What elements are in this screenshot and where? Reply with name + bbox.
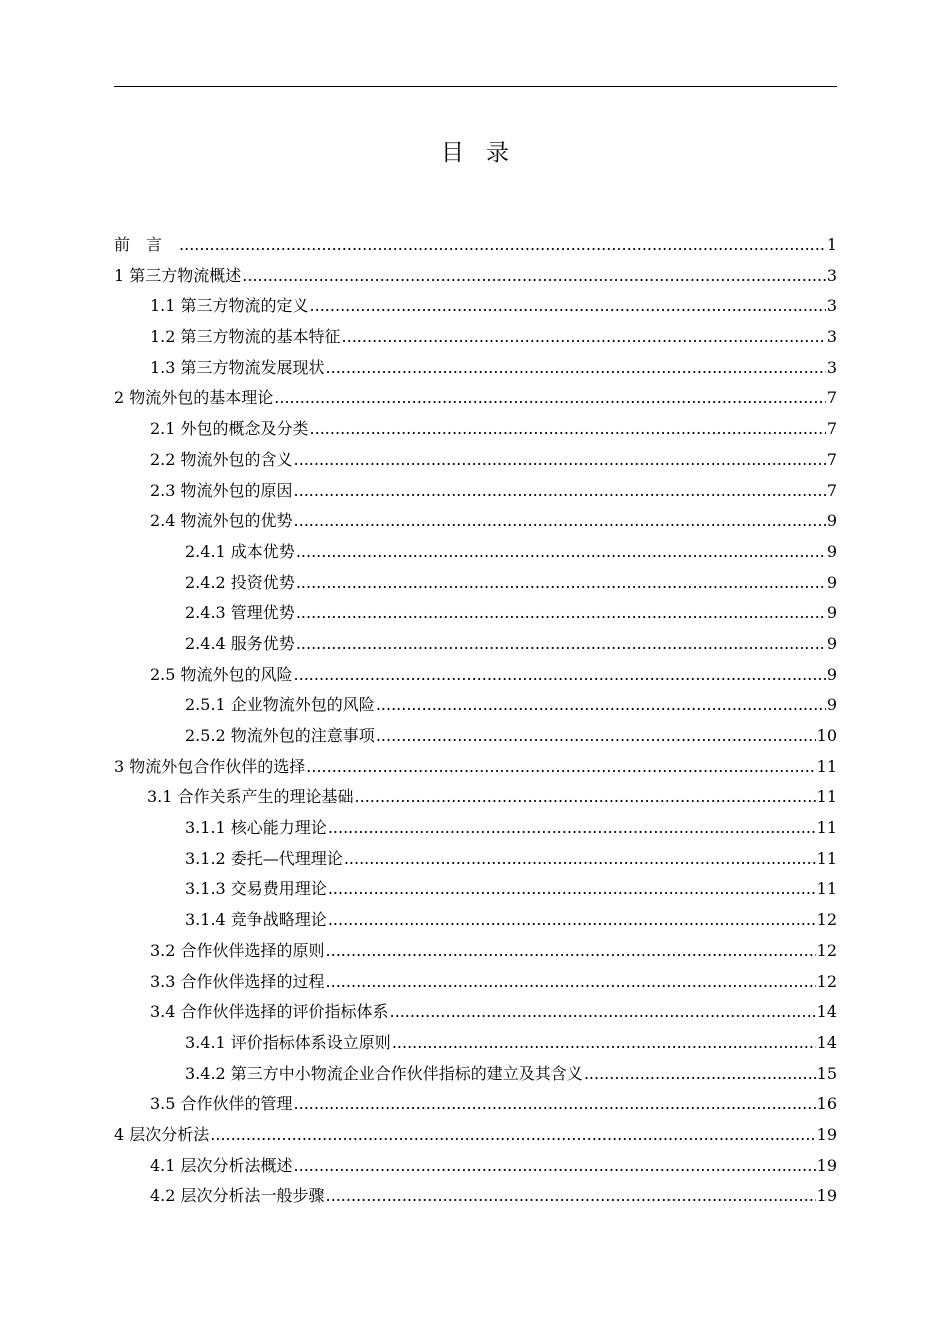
toc-entry-3-1-4[interactable]: [114, 905, 837, 936]
dot-leader: [296, 568, 826, 599]
toc-entry-label: 2.4.2 投资优势: [185, 572, 295, 592]
dot-leader: [296, 537, 826, 568]
toc-entry-page: 19: [816, 1155, 837, 1175]
toc-entry-label: 2.2 物流外包的含义: [150, 449, 293, 469]
toc-entry-page: 9: [826, 541, 837, 561]
dot-leader: [296, 629, 826, 660]
toc-entry-3-1-2[interactable]: [114, 844, 837, 875]
toc-entry-page: 11: [816, 787, 837, 807]
toc-entry-page: 9: [826, 633, 837, 653]
dot-leader: [328, 874, 816, 905]
dot-leader: [328, 813, 816, 844]
toc-entry-2-5-1[interactable]: [114, 690, 837, 721]
toc-entry-page: 12: [816, 910, 837, 930]
toc-entry-page: 10: [816, 726, 837, 745]
toc-entry-4-1[interactable]: [114, 1151, 837, 1182]
page-title: 目录: [441, 140, 531, 166]
dot-leader: [355, 782, 816, 813]
toc-entry-3-4[interactable]: [114, 997, 837, 1028]
dot-leader: [344, 844, 816, 875]
toc-entry-page: 3: [826, 327, 837, 347]
toc-entry-chapter-3[interactable]: [114, 752, 837, 783]
toc-entry-page: 11: [816, 756, 837, 776]
toc-entry-label: 4.2 层次分析法一般步骤: [150, 1186, 325, 1206]
toc-entry-page: 3: [826, 296, 837, 316]
toc-entry-label: 3.4.2 第三方中小物流企业合作伙伴指标的建立及其含义: [185, 1063, 583, 1083]
dot-leader: [310, 414, 826, 445]
toc-entry-1-1[interactable]: [114, 291, 837, 322]
toc-entry-label: 2.4.3 管理优势: [185, 603, 295, 623]
toc-entry-label: 2.4.1 成本优势: [185, 541, 295, 561]
toc-entry-label: 2.4.4 服务优势: [185, 633, 295, 653]
dot-leader: [296, 598, 826, 629]
toc-entry-3-2[interactable]: [114, 936, 837, 967]
toc-entry-page: 11: [816, 879, 837, 899]
toc-entry-2-4-1[interactable]: [114, 537, 837, 568]
dot-leader: [294, 1151, 816, 1182]
toc-entry-2-3[interactable]: [114, 476, 837, 507]
toc-entry-3-4-1[interactable]: [114, 1028, 837, 1059]
toc-entry-2-4-3[interactable]: [114, 598, 837, 629]
toc-entry-label: 1.3 第三方物流发展现状: [150, 357, 325, 377]
toc-entry-page: 3: [826, 265, 837, 285]
toc-entry-page: 15: [816, 1063, 837, 1083]
toc-entry-2-2[interactable]: [114, 445, 837, 476]
toc-entry-page: 11: [816, 818, 837, 838]
toc-entry-1-3[interactable]: [114, 353, 837, 384]
toc-entry-label: 2.4 物流外包的优势: [150, 511, 293, 531]
dot-leader: [390, 997, 816, 1028]
dot-leader: [328, 905, 816, 936]
dot-leader: [294, 1089, 816, 1120]
toc-entry-page: 9: [826, 603, 837, 623]
dot-leader: [210, 1120, 815, 1151]
table-of-contents: [114, 230, 837, 1212]
dot-leader: [326, 1181, 816, 1212]
toc-entry-3-5[interactable]: [114, 1089, 837, 1120]
toc-entry-3-3[interactable]: [114, 967, 837, 998]
toc-entry-page: 12: [816, 940, 837, 960]
toc-entry-label: 2.1 外包的概念及分类: [150, 419, 309, 439]
toc-entry-page: 14: [816, 1032, 837, 1052]
toc-entry-label: 3.3 合作伙伴选择的过程: [150, 971, 325, 991]
toc-entry-label: 3.1.4 竞争战略理论: [185, 910, 327, 930]
toc-entry-page: 3: [826, 357, 837, 377]
dot-leader: [294, 476, 826, 507]
toc-entry-2-4-4[interactable]: [114, 629, 837, 660]
toc-entry-4-2[interactable]: [114, 1181, 837, 1212]
dot-leader: [376, 690, 826, 721]
toc-entry-page: 14: [816, 1002, 837, 1022]
dot-leader: [342, 322, 826, 353]
toc-entry-label: 2.3 物流外包的原因: [150, 480, 293, 500]
toc-entry-label: 2.5 物流外包的风险: [150, 664, 293, 684]
toc-entry-page: 9: [826, 664, 837, 684]
dot-leader: [294, 506, 826, 537]
toc-entry-label: 3.2 合作伙伴选择的原则: [150, 940, 325, 960]
toc-entry-2-4-2[interactable]: [114, 568, 837, 599]
toc-entry-label: 3 物流外包合作伙伴的选择: [114, 756, 306, 776]
toc-entry-2-1[interactable]: [114, 414, 837, 445]
toc-entry-label: 2 物流外包的基本理论: [114, 388, 274, 408]
toc-entry-3-1-1[interactable]: [114, 813, 837, 844]
dot-leader: [392, 1028, 816, 1059]
toc-entry-3-1[interactable]: [114, 782, 837, 813]
toc-entry-label: 2.5.2 物流外包的注意事项: [185, 726, 375, 745]
dot-leader: [306, 752, 815, 783]
toc-entry-page: 7: [826, 480, 837, 500]
toc-entry-2-4[interactable]: [114, 506, 837, 537]
toc-entry-2-5[interactable]: [114, 660, 837, 691]
dot-leader: [179, 230, 826, 261]
toc-entry-label: 1.1 第三方物流的定义: [150, 296, 309, 316]
toc-entry-page: 11: [816, 848, 837, 868]
toc-entry-page: 16: [816, 1094, 837, 1114]
dot-leader: [376, 721, 816, 752]
toc-entry-page: 9: [826, 511, 837, 531]
dot-leader: [326, 353, 826, 384]
toc-entry-label: 1.2 第三方物流的基本特征: [150, 327, 341, 347]
toc-entry-page: 7: [826, 449, 837, 469]
toc-entry-2-5-2[interactable]: [114, 721, 837, 752]
dot-leader: [326, 936, 816, 967]
toc-entry-page: 19: [816, 1124, 837, 1144]
toc-entry-page: 7: [826, 388, 837, 408]
dot-leader: [584, 1059, 816, 1090]
toc-entry-1-2[interactable]: [114, 322, 837, 353]
toc-entry-label: 1 第三方物流概述: [114, 265, 242, 285]
toc-entry-page: 9: [826, 572, 837, 592]
header-rule: [114, 86, 837, 87]
toc-entry-label: 3.1.2 委托—代理理论: [185, 848, 343, 868]
toc-entry-label: 3.1.3 交易费用理论: [185, 879, 327, 899]
dot-leader: [294, 445, 826, 476]
toc-entry-page: 1: [826, 235, 837, 254]
toc-entry-preface[interactable]: [114, 230, 837, 261]
toc-entry-page: 19: [816, 1186, 837, 1206]
toc-entry-label: 2.5.1 企业物流外包的风险: [185, 695, 375, 715]
dot-leader: [326, 967, 816, 998]
toc-entry-label: 4 层次分析法: [114, 1124, 210, 1144]
toc-entry-page: 12: [816, 971, 837, 991]
dot-leader: [294, 660, 826, 691]
toc-entry-label: 3.4 合作伙伴选择的评价指标体系: [150, 1002, 389, 1022]
toc-entry-page: 7: [826, 419, 837, 439]
toc-entry-page: 9: [826, 695, 837, 715]
toc-entry-chapter-1[interactable]: [114, 261, 837, 292]
toc-entry-label: 4.1 层次分析法概述: [150, 1155, 293, 1175]
toc-entry-label: 3.1 合作关系产生的理论基础: [147, 787, 354, 807]
dot-leader: [310, 291, 826, 322]
dot-leader: [242, 261, 826, 292]
toc-entry-label: 3.1.1 核心能力理论: [185, 818, 327, 838]
toc-entry-chapter-2[interactable]: [114, 383, 837, 414]
toc-entry-3-4-2[interactable]: [114, 1059, 837, 1090]
toc-entry-label: 3.4.1 评价指标体系设立原则: [185, 1032, 391, 1052]
toc-entry-3-1-3[interactable]: [114, 874, 837, 905]
toc-entry-label: 前言: [114, 235, 179, 254]
toc-entry-label: 3.5 合作伙伴的管理: [150, 1094, 293, 1114]
dot-leader: [274, 383, 826, 414]
toc-entry-chapter-4[interactable]: [114, 1120, 837, 1151]
